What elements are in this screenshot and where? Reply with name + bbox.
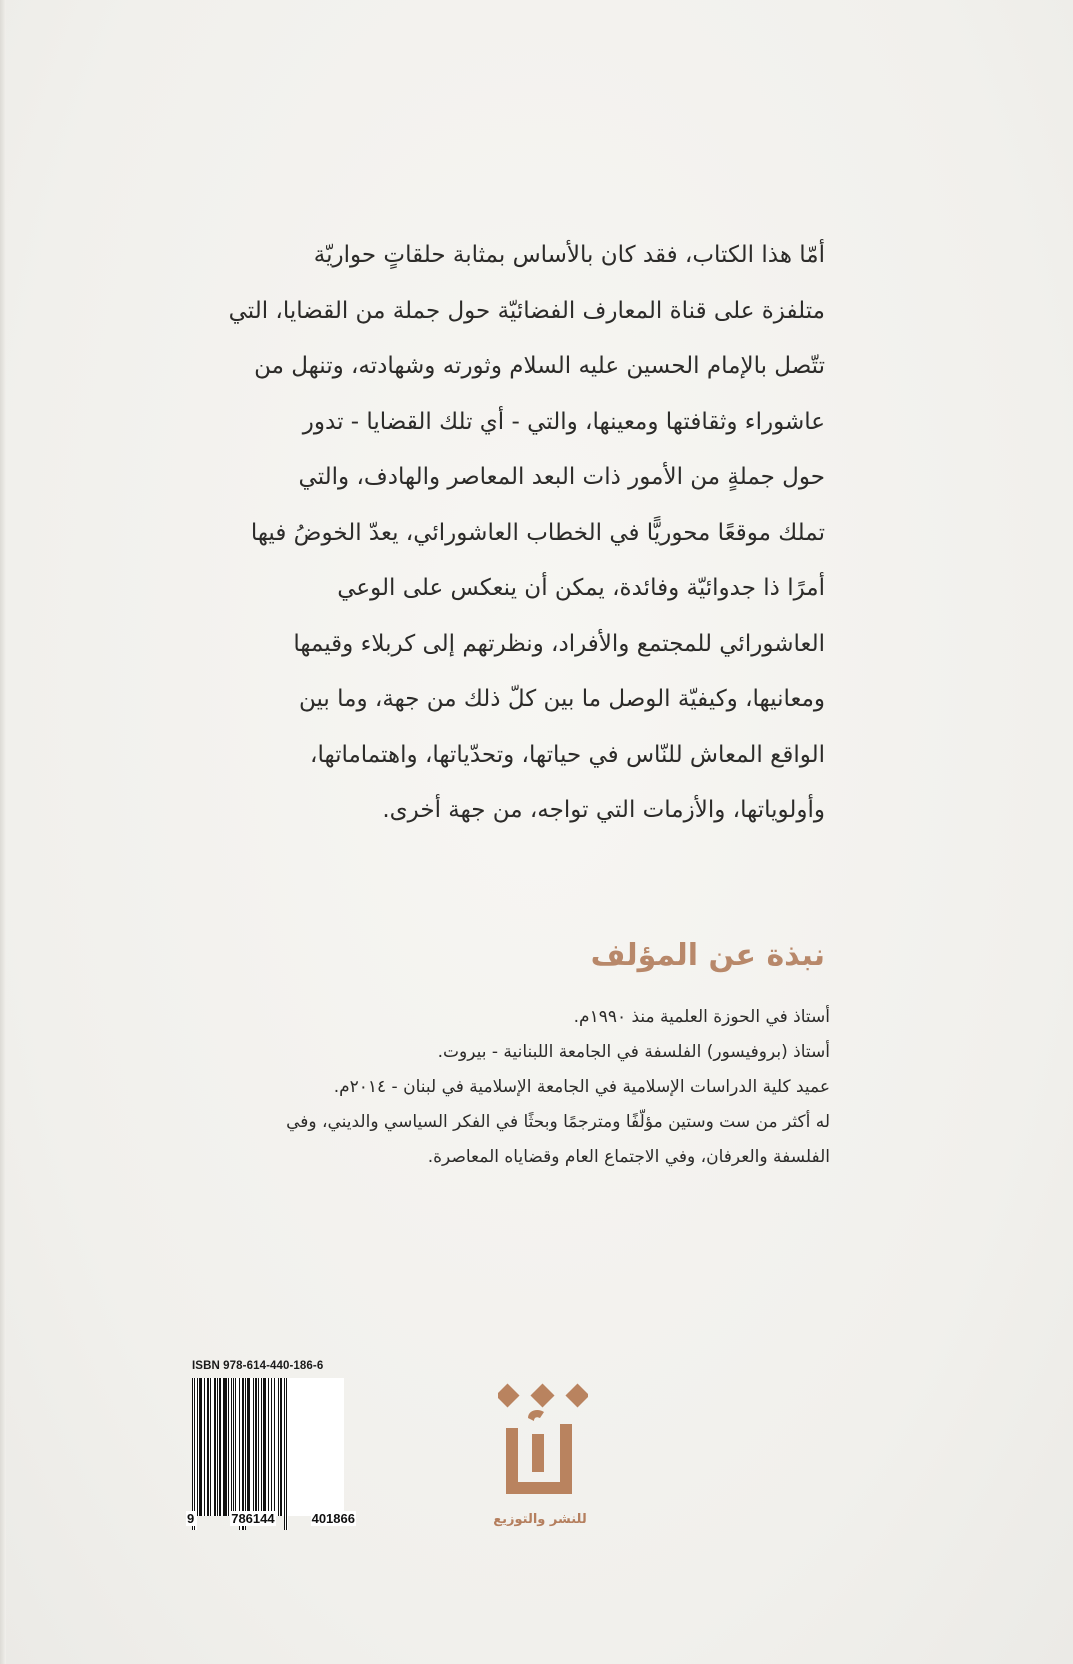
barcode-bar <box>287 1378 288 1530</box>
isbn-barcode <box>186 1360 356 1535</box>
description-line: الواقع المعاش للنّاس في حياتها، وتحدّياتها، واهتماماتها، <box>310 741 825 768</box>
description-line: وأولوياتها، والأزمات التي تواجه، من جهة أخرى. <box>382 797 825 823</box>
description-line: أمّا هذا الكتاب، فقد كان بالأساس بمثابة حلقاتٍ حواريّة <box>313 242 825 268</box>
description-line: تتّصل بالإمام الحسين عليه السلام وثورته وشهادته، وتنهل من <box>254 353 825 379</box>
description-line: حول جملةٍ من الأمور ذات البعد المعاصر والهادف، والتي <box>298 464 825 490</box>
author-bio-line: له أكثر من ست وستين مؤلّفًا ومترجمًا وبحثًا في الفكر السياسي والديني، وفي <box>286 1112 830 1132</box>
cover-edge <box>0 0 6 1664</box>
description-line: أمرًا ذا جدوائيّة وفائدة، يمكن أن ينعكس على الوعي <box>337 575 825 601</box>
description-line: متلفزة على قناة المعارف الفضائيّة حول جملة من القضايا، التي <box>228 297 825 324</box>
description-line: تملك موقعًا محوريًّا في الخطاب العاشورائي، يعدّ الخوضُ فيها <box>250 519 825 546</box>
barcode-digits-left: 786144 <box>231 1511 275 1526</box>
publisher-caption: للنشر والتوزيع <box>493 1512 587 1527</box>
description-line: ومعانيها، وكيفيّة الوصل ما بين كلّ ذلك من جهة، وما بين <box>298 686 825 712</box>
about-author-text <box>250 1000 830 1175</box>
about-author-heading: نبذة عن المؤلف <box>590 938 825 973</box>
book-description <box>228 228 825 839</box>
barcode-digits-right: 401866 <box>311 1511 355 1526</box>
barcode-bars <box>192 1378 344 1516</box>
isbn-label: ISBN 978-614-440-186-6 <box>192 1360 324 1372</box>
author-bio-line: أستاذ في الحوزة العلمية منذ ١٩٩٠م. <box>573 1007 830 1027</box>
barcode-digits <box>186 1511 356 1526</box>
description-line: العاشورائي للمجتمع والأفراد، ونظرتهم إلى كربلاء وقيمها <box>293 630 825 657</box>
author-bio-line: الفلسفة والعرفان، وفي الاجتماع العام وقضاياه المعاصرة. <box>427 1147 830 1167</box>
author-bio-line: عميد كلية الدراسات الإسلامية في الجامعة الإسلامية في لبنان - ٢٠١٤م. <box>333 1077 830 1097</box>
barcode-digit-first: 9 <box>187 1511 195 1526</box>
author-bio-line: أستاذ (بروفيسور) الفلسفة في الجامعة اللبنانية - بيروت. <box>437 1042 830 1062</box>
description-line: عاشوراء وثقافتها ومعينها، والتي - أي تلك القضايا - تدور <box>302 408 825 435</box>
